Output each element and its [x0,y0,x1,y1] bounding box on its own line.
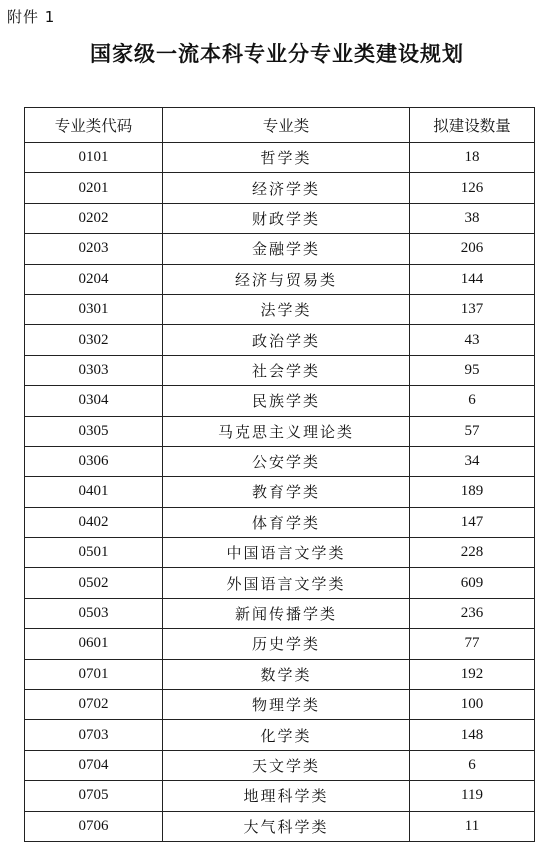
table-row [25,538,535,568]
count-cell: 144 [410,264,535,294]
table-row [25,416,535,446]
code-cell: 0303 [25,355,163,385]
count-cell: 57 [410,416,535,446]
table-row [25,355,535,385]
code-cell: 0306 [25,446,163,476]
table-row [25,659,535,689]
category-cell: 数学类 [163,659,410,689]
header-count: 拟建设数量 [410,108,535,143]
table-row [25,234,535,264]
category-cell: 社会学类 [163,355,410,385]
category-cell: 外国语言文学类 [163,568,410,598]
count-cell: 137 [410,294,535,324]
count-cell: 206 [410,234,535,264]
code-cell: 0701 [25,659,163,689]
count-cell: 6 [410,750,535,780]
category-cell: 财政学类 [163,203,410,233]
header-code: 专业类代码 [25,108,163,143]
code-cell: 0601 [25,629,163,659]
code-cell: 0202 [25,203,163,233]
count-cell: 95 [410,355,535,385]
count-cell: 189 [410,477,535,507]
count-cell: 11 [410,811,535,841]
count-cell: 147 [410,507,535,537]
count-cell: 100 [410,690,535,720]
code-cell: 0101 [25,143,163,173]
header-category: 专业类 [163,108,410,143]
code-cell: 0302 [25,325,163,355]
count-cell: 192 [410,659,535,689]
count-cell: 148 [410,720,535,750]
code-cell: 0703 [25,720,163,750]
count-cell: 77 [410,629,535,659]
table-row [25,629,535,659]
code-cell: 0401 [25,477,163,507]
code-cell: 0203 [25,234,163,264]
table-row [25,750,535,780]
count-cell: 126 [410,173,535,203]
table-row [25,720,535,750]
table-row [25,386,535,416]
table-row [25,477,535,507]
table-body [25,143,535,842]
code-cell: 0201 [25,173,163,203]
code-cell: 0503 [25,598,163,628]
category-cell: 哲学类 [163,143,410,173]
category-cell: 体育学类 [163,507,410,537]
category-cell: 教育学类 [163,477,410,507]
count-cell: 119 [410,781,535,811]
code-cell: 0402 [25,507,163,537]
table-row [25,203,535,233]
category-cell: 公安学类 [163,446,410,476]
code-cell: 0305 [25,416,163,446]
table-row [25,446,535,476]
header-row [25,108,535,143]
count-cell: 228 [410,538,535,568]
code-cell: 0702 [25,690,163,720]
plan-table [24,107,535,842]
category-cell: 化学类 [163,720,410,750]
annex-label: 附件 1 [7,8,56,26]
category-cell: 民族学类 [163,386,410,416]
table-row [25,325,535,355]
category-cell: 大气科学类 [163,811,410,841]
category-cell: 物理学类 [163,690,410,720]
code-cell: 0706 [25,811,163,841]
table-row [25,690,535,720]
table-row [25,781,535,811]
table-row [25,598,535,628]
table-row [25,811,535,841]
category-cell: 马克思主义理论类 [163,416,410,446]
count-cell: 6 [410,386,535,416]
count-cell: 609 [410,568,535,598]
table-row [25,507,535,537]
count-cell: 43 [410,325,535,355]
table-row [25,264,535,294]
count-cell: 18 [410,143,535,173]
category-cell: 新闻传播学类 [163,598,410,628]
table-row [25,568,535,598]
code-cell: 0705 [25,781,163,811]
table-row [25,294,535,324]
table-header [25,108,535,143]
category-cell: 经济与贸易类 [163,264,410,294]
table-row [25,173,535,203]
code-cell: 0301 [25,294,163,324]
count-cell: 236 [410,598,535,628]
category-cell: 经济学类 [163,173,410,203]
category-cell: 天文学类 [163,750,410,780]
code-cell: 0502 [25,568,163,598]
category-cell: 中国语言文学类 [163,538,410,568]
document-title: 国家级一流本科专业分专业类建设规划 [90,42,464,66]
table-row [25,143,535,173]
count-cell: 38 [410,203,535,233]
category-cell: 法学类 [163,294,410,324]
category-cell: 金融学类 [163,234,410,264]
code-cell: 0204 [25,264,163,294]
category-cell: 地理科学类 [163,781,410,811]
category-cell: 历史学类 [163,629,410,659]
code-cell: 0704 [25,750,163,780]
count-cell: 34 [410,446,535,476]
category-cell: 政治学类 [163,325,410,355]
code-cell: 0501 [25,538,163,568]
code-cell: 0304 [25,386,163,416]
